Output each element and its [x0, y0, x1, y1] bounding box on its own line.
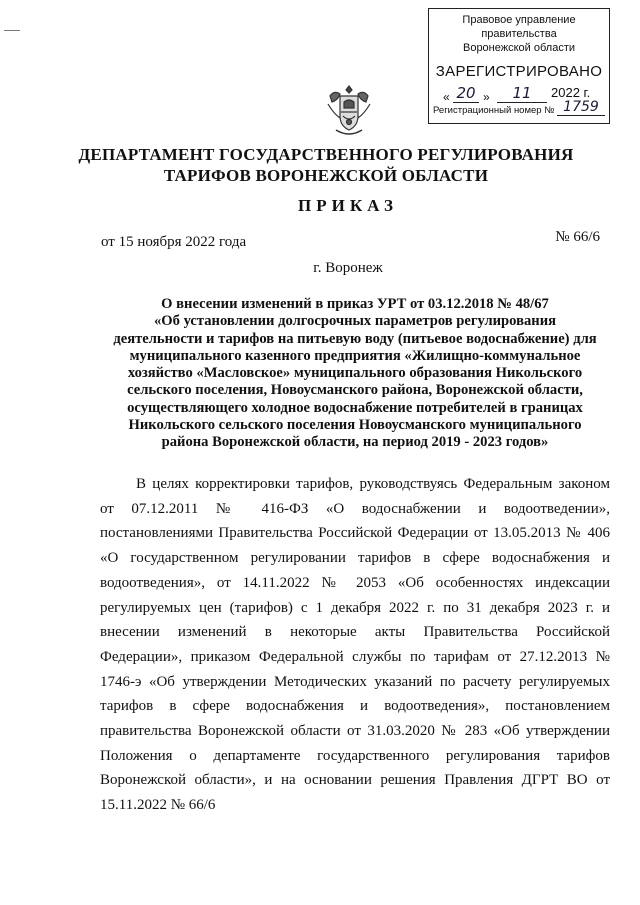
- title-line: Никольского сельского поселения Новоусманского муниципального: [128, 417, 582, 434]
- body-line: 15.11.2022 № 66/6: [100, 797, 216, 814]
- title-line: «Об установлении долгосрочных параметров регулирования: [153, 313, 556, 330]
- body-line: регулируемых цен (тарифов) с 1 декабря 2022 г. по 31 декабря 2023 г. и: [100, 599, 610, 616]
- title-line: сельского поселения, Новоусманского района, Воронежской области,: [127, 382, 583, 399]
- department-name-line-1: ДЕПАРТАМЕНТ ГОСУДАРСТВЕННОГО РЕГУЛИРОВАНИЯ: [78, 145, 574, 164]
- order-city: г. Воронеж: [313, 260, 383, 276]
- body-line: В целях корректировки тарифов, руководствуясь Федеральным законом: [136, 476, 610, 492]
- stamp-reg-number: 1759: [557, 99, 605, 116]
- title-line: деятельности и тарифов на питьевую воду (питьевое водоснабжение) для: [113, 330, 597, 347]
- stamp-day: 20: [453, 84, 479, 103]
- order-title: [100, 296, 610, 452]
- title-line: хозяйство «Масловское» муниципального образования Никольского: [127, 365, 583, 382]
- body-line: внесении изменений в некоторые акты Правительства Российской: [100, 624, 610, 641]
- stamp-month: 11: [497, 84, 547, 103]
- body-line: Федерации», приказом Федеральной службы по тарифам от 27.12.2013 №: [100, 648, 610, 665]
- body-line: Положения о департаменте государственного регулирования тарифов: [100, 747, 610, 764]
- body-line: 1746-э «Об утверждении Методических указаний по расчету регулируемых: [100, 673, 610, 690]
- stamp-organization: Правовое управление правительства Воронежской области: [462, 14, 576, 54]
- title-line: осуществляющего холодное водоснабжение потребителей в границах: [127, 399, 583, 416]
- title-line: района Воронежской области, на период 2019 - 2023 годов»: [161, 434, 549, 451]
- stamp-quote-open: «: [443, 90, 450, 104]
- body-line: от 07.12.2011 № 416-ФЗ «О водоснабжении и водоотведении»,: [100, 500, 610, 517]
- document-type: ПРИКАЗ: [298, 196, 398, 215]
- stamp-year: 2022 г.: [551, 85, 591, 100]
- stamp-reg-label: Регистрационный номер №: [433, 105, 555, 116]
- body-line: тарифов в сфере водоснабжения и водоотведения», постановлением: [100, 698, 610, 715]
- body-line: постановлениями Правительства Российской Федерации от 13.05.2013 № 406: [100, 525, 610, 542]
- scan-edge-mark: [4, 30, 20, 31]
- body-line: водоотведения», от 14.11.2022 № 2053 «Об особенностях индексации: [100, 574, 610, 591]
- stamp-quote-close: »: [483, 90, 490, 104]
- order-preamble: [100, 472, 610, 818]
- registration-stamp: [428, 8, 610, 124]
- stamp-title: ЗАРЕГИСТРИРОВАНО: [435, 63, 603, 80]
- body-line: «О государственном регулировании тарифов в сфере водоснабжения и: [100, 550, 610, 567]
- coat-of-arms-icon: [326, 82, 372, 138]
- title-line: муниципального казенного предприятия «Жилищно-коммунальное: [129, 347, 581, 364]
- body-line: Воронежской области», и на основании решения Правления ДГРТ ВО от: [100, 772, 610, 789]
- order-date: от 15 ноября 2022 года: [101, 234, 247, 250]
- title-line: О внесении изменений в приказ УРТ от 03.12.2018 № 48/67: [161, 296, 549, 312]
- order-number: № 66/6: [555, 229, 600, 245]
- body-line: правительства Воронежской области от 31.03.2020 № 283 «Об утверждении: [100, 723, 610, 740]
- department-name-line-2: ТАРИФОВ ВОРОНЕЖСКОЙ ОБЛАСТИ: [163, 166, 489, 185]
